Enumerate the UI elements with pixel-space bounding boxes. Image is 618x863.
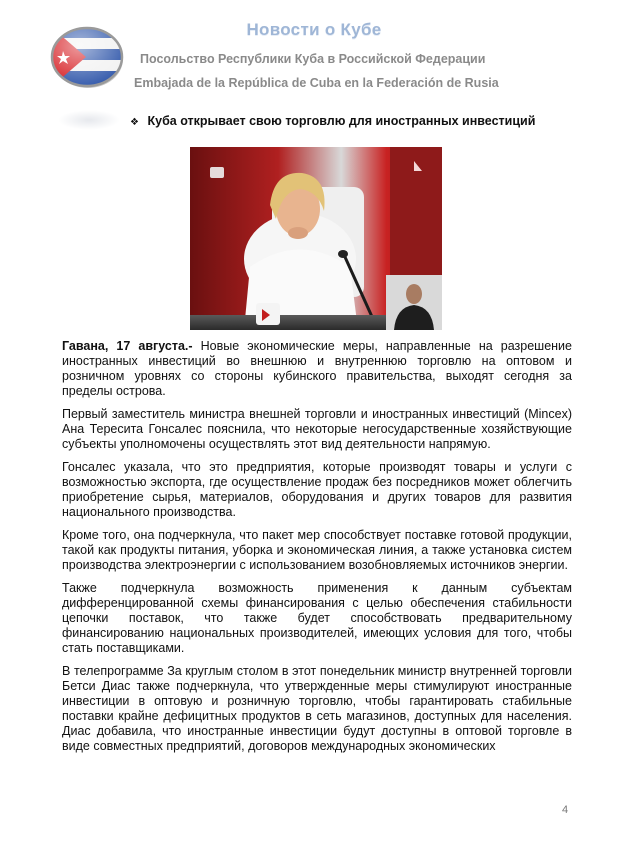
article-body: [62, 339, 572, 762]
article-paragraph: В телепрограмме За круглым столом в этот понедельник министр внутренней торговли Бетси Диас также подчеркнула, что утвержденные меры стимулируют иностранные инвестиции в оптовую и розничную торговлю, чтобы гарантировать стабильные поставки крайне дефицитных продуктов в сеть магазинов, доступных для населения. Диас добавила, что иностранные инвестиции будут доступны в оптовой торговле в виде совместных предприятий, договоров международных экономических: [62, 664, 572, 753]
paragraph-text: Новые экономические меры, направленные на разрешение иностранных инвестиций во внешнюю и внутреннюю торговлю на оптовом и розничном уровнях со стороны кубинского правительства, выходят сегодня за пределы острова.: [62, 339, 572, 398]
article-paragraph: Также подчеркнула возможность применения к данным субъектам дифференцированной схемы финансирования с целью обеспечения стабильности цепочки поставок, что также будет способствовать предварительному финансированию национальных производителей, имеющих условия для того, чтобы стать поставщиками.: [62, 581, 572, 655]
embassy-name-spanish: Embajada de la República de Cuba en la Federación de Rusia: [134, 76, 499, 90]
document-header: [0, 0, 618, 110]
article-headline: [130, 114, 535, 128]
diamond-bullet-icon: ❖: [130, 117, 139, 128]
news-photo-interview: [190, 147, 442, 330]
embassy-name-russian: Посольство Республики Куба в Российской Федерации: [140, 52, 486, 66]
article-dateline: Гавана, 17 августа.-: [62, 339, 193, 353]
article-paragraph: Первый заместитель министра внешней торговли и иностранных инвестиций (Mincex) Ана Тересита Гонсалес пояснила, что некоторые негосударственные хозяйствующие субъекты уполномочены осуществлять этот вид деятельности напрямую.: [62, 407, 572, 451]
page-number: 4: [562, 804, 569, 816]
article-paragraph-lead: [62, 339, 572, 399]
article-paragraph: Кроме того, она подчеркнула, что пакет мер способствует поставке готовой продукции, такой как продукты питания, уборка и экономическая линия, а также установка систем производства электроэнергии с использованием возобновляемых источников энергии.: [62, 528, 572, 572]
headline-text: Куба открывает свою торговлю для иностранных инвестиций: [147, 114, 536, 128]
newsletter-title: Новости о Кубе: [246, 20, 382, 39]
decorative-shadow: [58, 110, 120, 130]
article-paragraph: Гонсалес указала, что это предприятия, которые производят товары и услуги с возможностью экспорта, где осуществление продаж без посредников может облегчить приобретение сырья, материалов, оборудования и других товаров для развития национального производства.: [62, 460, 572, 519]
